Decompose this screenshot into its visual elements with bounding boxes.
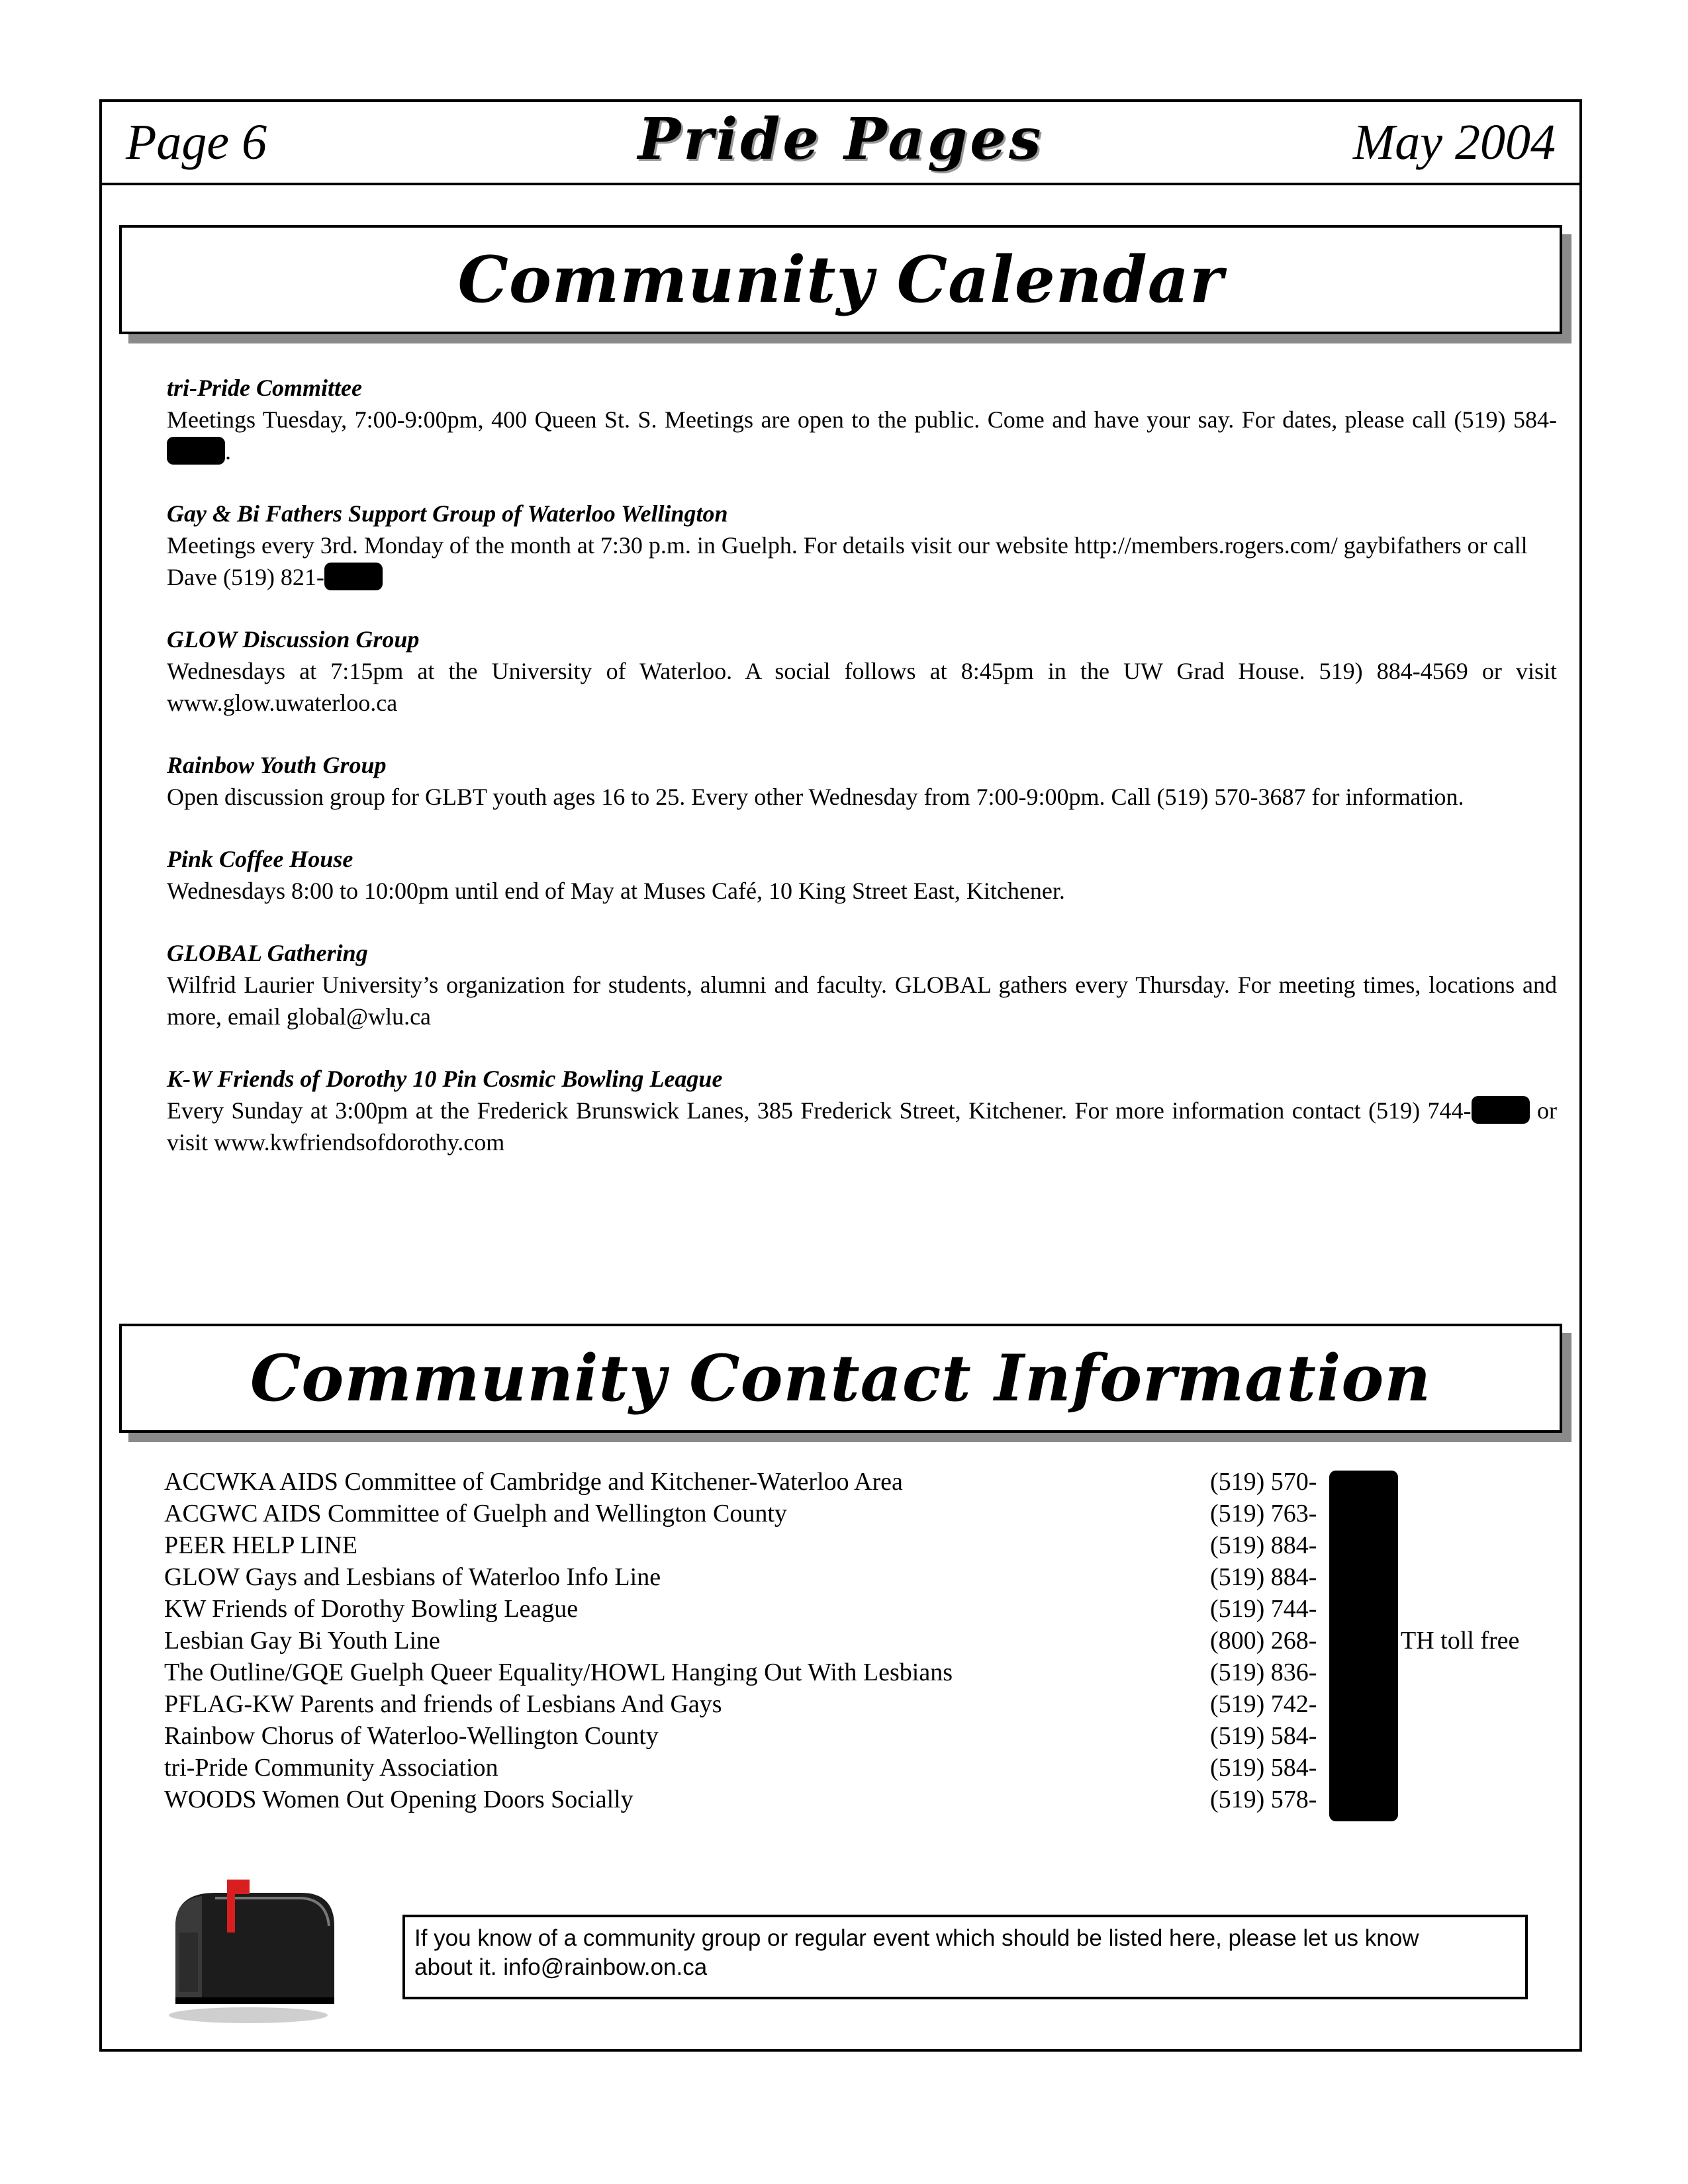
contact-phone: (519) 884-	[1210, 1563, 1317, 1591]
contact-phone: (519) 570-	[1210, 1468, 1317, 1496]
contact-name: Lesbian Gay Bi Youth Line	[164, 1627, 440, 1655]
calendar-event	[167, 749, 1557, 813]
event-description: Wednesdays at 7:15pm at the University of Waterloo. A social follows at 8:45pm in the UW Grad House. 519) 884-4569 or visit www.glow.uwaterloo.ca	[167, 658, 1557, 716]
issue-date: May 2004	[1352, 114, 1556, 170]
event-title: Rainbow Youth Group	[167, 752, 387, 778]
page-number: Page 6	[126, 114, 267, 170]
contact-phone: (519) 836-	[1210, 1659, 1317, 1686]
contact-phone: (519) 742-	[1210, 1690, 1317, 1718]
page-header	[99, 99, 1582, 185]
contact-name: PFLAG-KW Parents and friends of Lesbians And Gays	[164, 1690, 722, 1718]
contact-phone: (519) 584-	[1210, 1722, 1317, 1750]
notice-text: If you know of a community group or regular event which should be listed here, please let us know about it. info@rainbow.on.ca	[414, 1925, 1419, 1980]
event-title: Pink Coffee House	[167, 846, 353, 872]
contact-name: ACGWC AIDS Committee of Guelph and Wellington County	[164, 1500, 787, 1527]
contact-phone: (519) 578-	[1210, 1786, 1317, 1813]
event-description: Every Sunday at 3:00pm at the Frederick Brunswick Lanes, 385 Frederick Street, Kitchener. For more information contact (519) 744- or visit www.kwfriendsofdorothy.com	[167, 1097, 1557, 1156]
contact-name: The Outline/GQE Guelph Queer Equality/HOWL Hanging Out With Lesbians	[164, 1659, 953, 1686]
contact-name: KW Friends of Dorothy Bowling League	[164, 1595, 579, 1623]
publication-title: Pride Pages	[637, 106, 1044, 173]
phone-redaction-bar	[1329, 1471, 1398, 1821]
submission-notice	[402, 1915, 1528, 1999]
contact-name: PEER HELP LINE	[164, 1531, 358, 1559]
redaction-bar	[324, 563, 383, 590]
contact-name: GLOW Gays and Lesbians of Waterloo Info Line	[164, 1563, 661, 1591]
mailbox-icon	[149, 1866, 341, 2025]
contacts-heading-box	[119, 1324, 1562, 1433]
contact-name: Rainbow Chorus of Waterloo-Wellington County	[164, 1722, 659, 1750]
contact-name: WOODS Women Out Opening Doors Socially	[164, 1786, 633, 1813]
contacts-heading: Community Contact Information	[250, 1341, 1432, 1416]
calendar-event	[167, 498, 1557, 593]
calendar-event	[167, 623, 1557, 719]
event-title: K-W Friends of Dorothy 10 Pin Cosmic Bowling League	[167, 1066, 723, 1092]
contact-phone: (519) 763-	[1210, 1500, 1317, 1527]
redaction-bar	[1472, 1096, 1530, 1124]
redaction-bar	[167, 437, 225, 465]
contact-phone: (800) 268-	[1210, 1627, 1317, 1655]
contact-phone: (519) 584-	[1210, 1754, 1317, 1782]
contact-name: tri-Pride Community Association	[164, 1754, 498, 1782]
calendar-list	[167, 372, 1557, 1189]
event-title: tri-Pride Committee	[167, 375, 362, 401]
contact-phone: (519) 744-	[1210, 1595, 1317, 1623]
calendar-event	[167, 1063, 1557, 1158]
calendar-event	[167, 937, 1557, 1032]
contact-note: TH toll free	[1401, 1627, 1520, 1655]
contact-name: ACCWKA AIDS Committee of Cambridge and Kitchener-Waterloo Area	[164, 1468, 903, 1496]
contact-phone: (519) 884-	[1210, 1531, 1317, 1559]
event-description: Wednesdays 8:00 to 10:00pm until end of May at Muses Café, 10 King Street East, Kitchener.	[167, 878, 1065, 904]
calendar-event	[167, 372, 1557, 467]
event-description: Open discussion group for GLBT youth ages 16 to 25. Every other Wednesday from 7:00-9:00pm. Call (519) 570-3687 for information.	[167, 784, 1464, 810]
event-description: Meetings Tuesday, 7:00-9:00pm, 400 Queen St. S. Meetings are open to the public. Come and have your say. For dates, please call (519) 584-.	[167, 406, 1557, 465]
calendar-heading: Community Calendar	[457, 242, 1224, 317]
event-description: Meetings every 3rd. Monday of the month at 7:30 p.m. in Guelph. For details visit our website http://members.rogers.com/ gaybifathers or call Dave (519) 821-	[167, 532, 1528, 590]
event-title: Gay & Bi Fathers Support Group of Waterloo Wellington	[167, 500, 728, 527]
event-title: GLOBAL Gathering	[167, 940, 368, 966]
event-title: GLOW Discussion Group	[167, 626, 420, 653]
calendar-event	[167, 843, 1557, 907]
calendar-heading-box	[119, 225, 1562, 334]
event-description: Wilfrid Laurier University’s organization for students, alumni and faculty. GLOBAL gathers every Thursday. For meeting times, locations and more, email global@wlu.ca	[167, 972, 1557, 1030]
